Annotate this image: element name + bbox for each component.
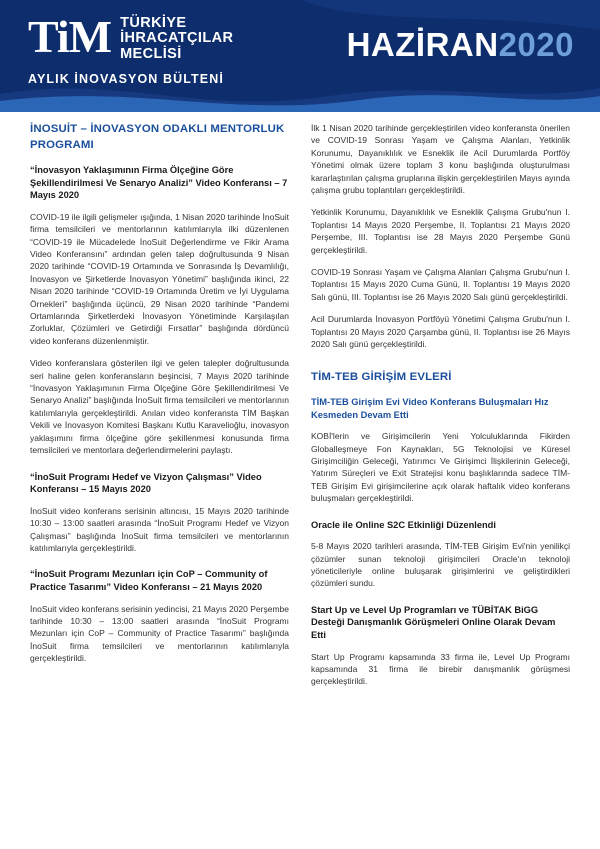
left-block-2-heading: “İnoSuit Programı Hedef ve Vizyon Çalışması” Video Konferansı – 15 Mayıs 2020 (30, 471, 262, 495)
right-block-2-heading: Oracle ile Online S2C Etkinliği Düzenlendi (311, 519, 496, 530)
right-block-2-paragraph-1: 5-8 Mayıs 2020 tarihleri arasında, TİM-TEB Girişim Evi'nin yenilikçi çözümler sunan teknoloji girişimcileri Oracle'ın teknoloji yöneticileriyle online buluşarak girişimlerini ve geliştirdikleri çözümleri sundu. (311, 541, 570, 589)
right-block-1-paragraph-1: KOBİ'lerin ve Girişimcilerin Yeni Yolculuklarında Fikirden Globalleşmeye Fon Kaynakları, 5G Teknolojisi ve Küresel Girişimciliğin Geleceği, Yatırımcı Ve Girişimci İlişkilerinin Geleceği, Yatırım Süreçleri ve Exit Stratejisi konu başlıklarında sadece TİM-TEB Girişim Evi girişimcilerine açık olarak haftalık video konferans buluşmaları gerçekleştirildi. (311, 431, 570, 504)
right-intro-paragraph-3: COVID-19 Sonrası Yaşam ve Çalışma Alanları Çalışma Grubu'nun I. Toplantısı 15 Mayıs 2020 Cuma Günü, II. Toplantısı 19 Mayıs 2020 Salı günü, III. Toplantısı ise 26 Mayıs 2020 Salı günü gerçekleştirildi. (311, 267, 570, 302)
right-column (311, 122, 570, 688)
left-block-1-paragraph-2: Video konferanslara gösterilen ilgi ve gelen talepler doğrultusunda seri haline gelen konferansların beşincisi, 7 Mayıs 2020 tarihinde “İnovasyon Yaklaşımının Firma Ölçeğine Göre Şekillendirilmesi Ve Senaryo Analizi” başlığında İnoSuit firma temsilcileri ve mentorlarının katılımlarıyla gerçekleştirildi. Anılan video konferansta TİM Başkan Vekili ve İnovasyon Komitesi Başkanı Kutlu Karavelioğlu, inovasyon yaklaşımını firma ölçeğine göre şekillenmesi konusunda firma temsilcileri ve mentorlara değerlendirmelerini paylaştı. (30, 358, 289, 456)
right-intro-paragraph-4: Acil Durumlarda İnovasyon Portföyü Yönetimi Çalışma Grubu'nun I. Toplantısı 20 Mayıs 2020 Çarşamba günü, II. Toplantısı ise 26 Mayıs 2020 Salı günü gerçekleştirildi. (311, 314, 570, 350)
content-area (0, 122, 600, 688)
left-block-1-paragraph-1: COVID-19 ile ilgili gelişmeler ışığında, 1 Nisan 2020 tarihinde İnoSuit firma temsilcileri ve mentorlarının katılımlarıyla ilki düzenlenen “COVID-19 ile Mücadelede İnoSuit Değerlendirme ve Fikir Arama Video Konferansını” ardından gelen talep doğrultusunda 9 Nisan 2020 tarihinde “COVID-19 Ortamında ve Sonrasında İş Devamlılığı, İnovasyon ve Şirketlerde İnovasyon Yönetimi” başlığında ikinci, 22 Nisan 2020 tarihinde “COVID-19 Ortamında Üretim ve İyi Uygulama Örnekleri” başlığında üçüncü, 29 Nisan 2020 tarihinde “Pandemi Ortamlarında Şirketlerdeki İnovasyon Yönetiminde Karşılaşılan Zorluklar, Çözümleri ve Getirdiği Fırsatlar” başlığında dördüncü video konferans düzenlenmiştir. (30, 211, 289, 346)
left-column (30, 122, 289, 688)
tim-logo (28, 11, 112, 62)
spacer (311, 361, 570, 370)
right-block-3-paragraph-1: Start Up Programı kapsamında 33 firma ile, Level Up Programı kapsamında 31 firma ile birebir danışmanlık görüşmesi gerçekleştirildi. (311, 651, 570, 687)
issue-month-name: HAZİRAN (346, 26, 499, 63)
left-block-3-heading: “İnoSuit Programı Mezunları için CoP – Community of Practice Tasarımı” Video Konferansı – 21 Mayıs 2020 (30, 569, 268, 592)
left-section-title: İNOSUİT – İNOVASYON ODAKLI MENTORLUK PROGRAMI (30, 123, 285, 151)
tim-logo-text: TiM (28, 11, 112, 62)
left-block-2-paragraph-1: İnoSuit video konferans serisinin altıncısı, 15 Mayıs 2020 tarihinde 10:30 – 13:00 saatleri arasında “İnoSuit Programı Hedef ve Vizyon Çalışması” başlığında İnoSuit firma temsilcileri ve mentorlarının katılımlarıyla gerçekleştirildi. (30, 505, 289, 553)
brand-block (28, 11, 234, 87)
right-section-title: TİM-TEB GİRİŞİM EVLERİ (311, 370, 452, 383)
org-line-2: İHRACATÇILAR (120, 30, 234, 47)
issue-month (347, 26, 574, 64)
right-block-1-heading: TİM-TEB Girişim Evi Video Konferans Buluşmaları Hız Kesmeden Devam Etti (311, 397, 549, 420)
page-header (0, 0, 600, 112)
issue-year: 2020 (498, 26, 574, 63)
bulletin-subtitle: AYLIK İNOVASYON BÜLTENİ (28, 72, 224, 87)
right-block-3-heading: Start Up ve Level Up Programları ve TÜBİTAK BiGG Desteği Danışmanlık Görüşmeleri Online Olarak Devam Etti (311, 604, 556, 641)
right-intro-paragraph-1: İlk 1 Nisan 2020 tarihinde gerçekleştirilen video konferansta önerilen ve COVID-19 Sonrası Yaşam ve Çalışma Alanları, Yetkinlik Korunumu, Dayanıklılık ve Esneklik ile Acil Durumlarda Portföy Yönetimi olmak üzere toplam 3 konu başlığında oluşturulması kararlaştırılan çalışma gruplarına ilişkin gerçekleştirilen Mayıs ayında çalışma grubu toplantıları gerçekleştirildi. (311, 123, 570, 196)
org-name-lines (120, 14, 233, 62)
left-block-1-heading: “İnovasyon Yaklaşımının Firma Ölçeğine Göre Şekillendirilmesi Ve Senaryo Analizi” Video Konferansı – 7 Mayıs 2020 (30, 165, 288, 201)
right-intro-paragraph-2: Yetkinlik Korunumu, Dayanıklılık ve Esneklik Çalışma Grubu'nun I. Toplantısı 14 Mayıs 2020 Perşembe, II. Toplantısı 21 Mayıs 2020 Perşembe, III. Toplantısı ise 28 Mayıs 2020 Perşembe Günü gerçekleştirildi. (311, 207, 570, 255)
left-block-3-paragraph-1: İnoSuit video konferans serisinin yedincisi, 21 Mayıs 2020 Perşembe tarihinde 10:30 – 13:00 saatleri arasında “İnoSuit Programı Mezunları için CoP – Community of Practice Tasarımı” başlığında İnoSuit firma temsilcileri ve mentorlarının katılımlarıyla gerçekleştirildi. (30, 603, 289, 664)
org-line-3: MECLİSİ (120, 45, 182, 62)
org-line-1: TÜRKİYE (120, 15, 187, 31)
